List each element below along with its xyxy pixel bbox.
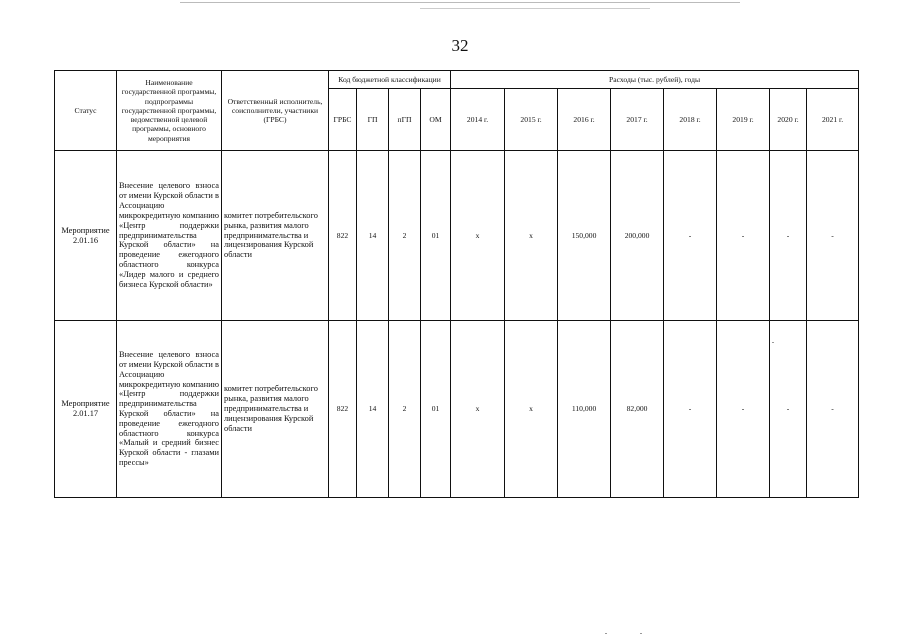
row-value-2018: - [664, 321, 717, 498]
header-year-2020: 2020 г. [770, 89, 807, 151]
row-name: Внесение целевого взноса от имени Курской области в Ассоциацию микрокредитную компанию «Центр поддержки предпринимательства Курской области» на проведение ежегодного областного конкурса «Лидер малого и среднего бизнеса Курской области» [117, 151, 222, 321]
row-value-2021: - [807, 321, 859, 498]
header-gp: ГП [357, 89, 389, 151]
header-responsible: Ответственный исполнитель, соисполнители, участники (ГРБС) [222, 71, 329, 151]
row-value-2017: 82,000 [611, 321, 664, 498]
scan-speck [772, 342, 774, 343]
row-om: 01 [421, 321, 451, 498]
scan-top-line [180, 2, 740, 3]
row-value-2017: 200,000 [611, 151, 664, 321]
table-row [55, 151, 859, 321]
row-value-2020: - [770, 151, 807, 321]
row-value-2021: - [807, 151, 859, 321]
header-year-2018: 2018 г. [664, 89, 717, 151]
table-row [55, 321, 859, 498]
row-value-2016: 150,000 [558, 151, 611, 321]
header-year-2017: 2017 г. [611, 89, 664, 151]
row-responsible: комитет потребительского рынка, развития малого предпринимательства и лицензирования Курской области [222, 151, 329, 321]
row-grbs: 822 [329, 151, 357, 321]
row-value-2016: 110,000 [558, 321, 611, 498]
row-status: Мероприятие 2.01.16 [55, 151, 117, 321]
row-value-2019: - [717, 151, 770, 321]
row-grbs: 822 [329, 321, 357, 498]
row-name: Внесение целевого взноса от имени Курской области в Ассоциацию микрокредитную компанию «Центр поддержки предпринимательства Курской области» на проведение ежегодного областного конкурса «Малый и средний бизнес Курской области - глазами прессы» [117, 321, 222, 498]
budget-table [54, 70, 859, 498]
header-year-2015: 2015 г. [505, 89, 558, 151]
row-pgp: 2 [389, 151, 421, 321]
row-status: Мероприятие 2.01.17 [55, 321, 117, 498]
row-gp: 14 [357, 151, 389, 321]
row-value-2015: x [505, 151, 558, 321]
row-responsible: комитет потребительского рынка, развития малого предпринимательства и лицензирования Курской области [222, 321, 329, 498]
row-om: 01 [421, 151, 451, 321]
header-grbs: ГРБС [329, 89, 357, 151]
header-name: Наименование государственной программы, подпрограммы государственной программы, ведомственной целевой программы, основного мероприятия [117, 71, 222, 151]
scan-top-line-2 [420, 8, 650, 9]
page-number: 32 [451, 36, 469, 55]
header-year-2014: 2014 г. [451, 89, 505, 151]
header-year-2019: 2019 г. [717, 89, 770, 151]
scan-speck [640, 633, 642, 634]
row-gp: 14 [357, 321, 389, 498]
row-value-2019: - [717, 321, 770, 498]
row-value-2014: x [451, 151, 505, 321]
header-status: Статус [55, 71, 117, 151]
row-value-2020: - [770, 321, 807, 498]
row-value-2015: x [505, 321, 558, 498]
header-budget-classification: Код бюджетной классификации [329, 71, 451, 89]
header-pgp: пГП [389, 89, 421, 151]
scan-speck [605, 633, 607, 634]
row-pgp: 2 [389, 321, 421, 498]
header-om: ОМ [421, 89, 451, 151]
header-year-2021: 2021 г. [807, 89, 859, 151]
row-value-2014: x [451, 321, 505, 498]
header-expenses: Расходы (тыс. рублей), годы [451, 71, 859, 89]
header-year-2016: 2016 г. [558, 89, 611, 151]
row-value-2018: - [664, 151, 717, 321]
